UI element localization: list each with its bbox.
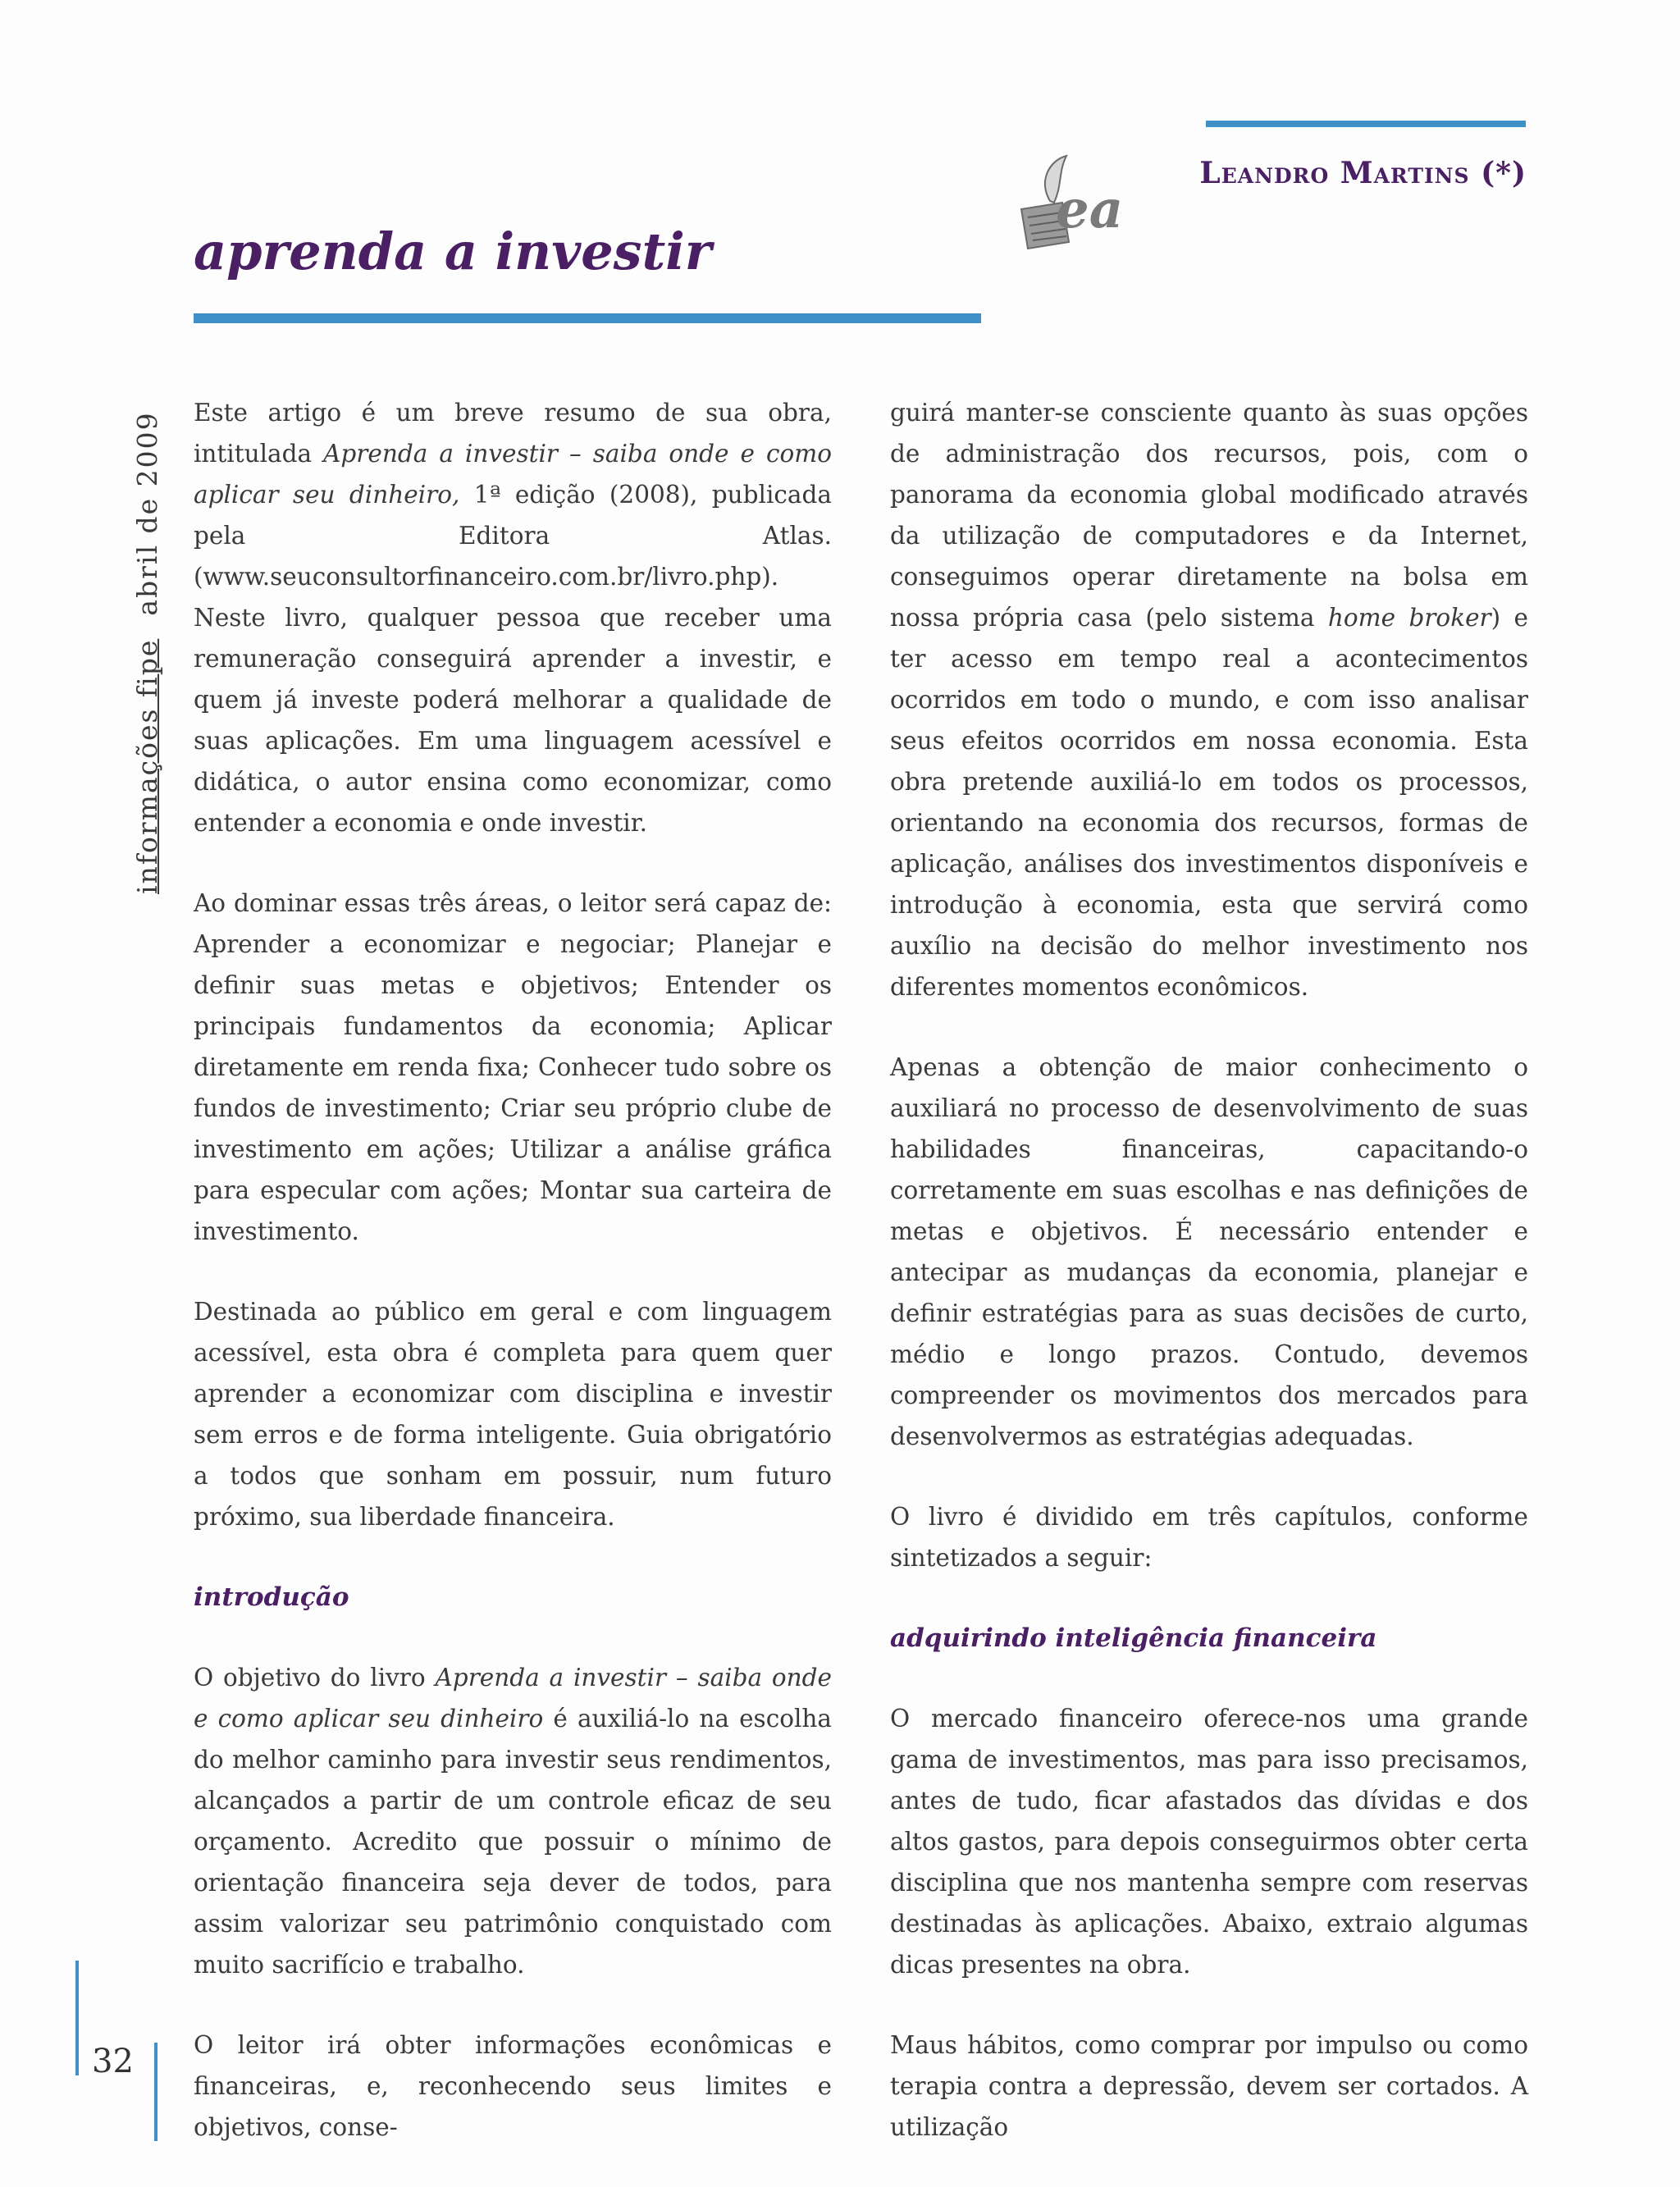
page-number-rule-right [154, 2043, 158, 2141]
page-number-rule-left [75, 1961, 79, 2075]
section-heading-inteligencia-financeira: adquirindo inteligência financeira [890, 1623, 1377, 1653]
right-column [890, 392, 1528, 2187]
paragraph: O objetivo do livro Aprenda a investir – saiba onde e como aplicar seu dinheiro é auxiliá-lo na escolha do melhor caminho para investir seus rendimentos, alcançados a partir de um controle eficaz de seu orçamento. Acredito que possuir o mínimo de orientação financeira seja dever de todos, para assim valorizar seu patrimônio conquistado com muito sacrifício e trabalho. [194, 1664, 833, 1979]
paragraph: O livro é dividido em três capítulos, conforme sintetizados a seguir: [890, 1503, 1528, 1572]
paragraph: Maus hábitos, como comprar por impulso ou como terapia contra a depressão, devem ser cortados. A utilização [890, 2031, 1528, 2141]
left-column [194, 392, 832, 2187]
running-sidebar [131, 411, 163, 894]
section-heading-introducao: introdução [194, 1582, 349, 1612]
paragraph: Este artigo é um breve resumo de sua obra, intitulada Aprenda a investir – saiba onde e como aplicar seu dinheiro, 1ª edição (2008), publicada pela Editora Atlas. (www.seuconsultorfinanceiro.com.br/livro.php). Neste livro, qualquer pessoa que receber uma remuneração conseguirá aprender a investir, e quem já investe poderá melhorar a qualidade de suas aplicações. Em uma linguagem acessível e didática, o autor ensina como economizar, como entender a economia e onde investir. [194, 399, 833, 837]
term: home broker [1327, 604, 1491, 632]
page-title: aprenda a investir [194, 221, 712, 281]
logo-text: ea [1056, 179, 1124, 240]
book-title: Aprenda a investir – saiba onde e como aplicar seu dinheiro [194, 1664, 833, 1733]
paragraph: O mercado financeiro oferece-nos uma grande gama de investimentos, mas para isso precisamos, antes de tudo, ficar afastados das dívidas e dos altos gastos, para depois conseguirmos obter certa disciplina que nos mantenha sempre com reservas destinadas às aplicações. Abaixo, extraio algumas dicas presentes na obra. [890, 1705, 1528, 1979]
quill-logo-icon [1005, 152, 1128, 275]
author-name: Leandro Martins (*) [1199, 156, 1527, 190]
book-title: Aprenda a investir – saiba onde e como aplicar seu dinheiro, [194, 440, 833, 509]
issue-date: abril de 2009 [131, 411, 163, 616]
author-rule [1206, 121, 1526, 127]
title-rule [194, 313, 981, 323]
paragraph: Destinada ao público em geral e com linguagem acessível, esta obra é completa para quem quer aprender a economizar com disciplina e investir sem erros e de forma inteligente. Guia obrigatório a todos que sonham em possuir, num futuro próximo, sua liberdade financeira. [194, 1298, 832, 1531]
publication-name: informações fipe [131, 638, 163, 894]
paragraph: Apenas a obtenção de maior conhecimento o auxiliará no processo de desenvolvimento de suas habilidades financeiras, capacitando-o corretamente em suas escolhas e nas definições de metas e objetivos. É necessário entender e antecipar as mudanças da economia, planejar e definir estratégias para as suas decisões de curto, médio e longo prazos. Contudo, devemos compreender os movimentos dos mercados para desenvolvermos as estratégias adequadas. [890, 1053, 1528, 1450]
page-number: 32 [92, 2043, 134, 2080]
paragraph: Ao dominar essas três áreas, o leitor será capaz de: Aprender a economizar e negociar; Planejar e definir suas metas e objetivos; Entender os principais fundamentos da economia; Aplicar diretamente em renda fixa; Conhecer tudo sobre os fundos de investimento; Criar seu próprio clube de investimento em ações; Utilizar a análise gráfica para especular com ações; Montar sua carteira de investimento. [194, 889, 832, 1245]
paragraph: O leitor irá obter informações econômicas e financeiras, e, reconhecendo seus limites e objetivos, conse- [194, 2031, 832, 2141]
paragraph: guirá manter-se consciente quanto às suas opções de administração dos recursos, pois, com o panorama da economia global modificado através da utilização de computadores e da Internet, conseguimos operar diretamente na bolsa em nossa própria casa (pelo sistema home broker) e ter acesso em tempo real a acontecimentos ocorridos em todo o mundo, e com isso analisar seus efeitos ocorridos em nossa economia. Esta obra pretende auxiliá-lo em todos os processos, orientando na economia dos recursos, formas de aplicação, análises dos investimentos disponíveis e introdução à economia, esta que servirá como auxílio na decisão do melhor investimento nos diferentes momentos econômicos. [890, 399, 1529, 1001]
